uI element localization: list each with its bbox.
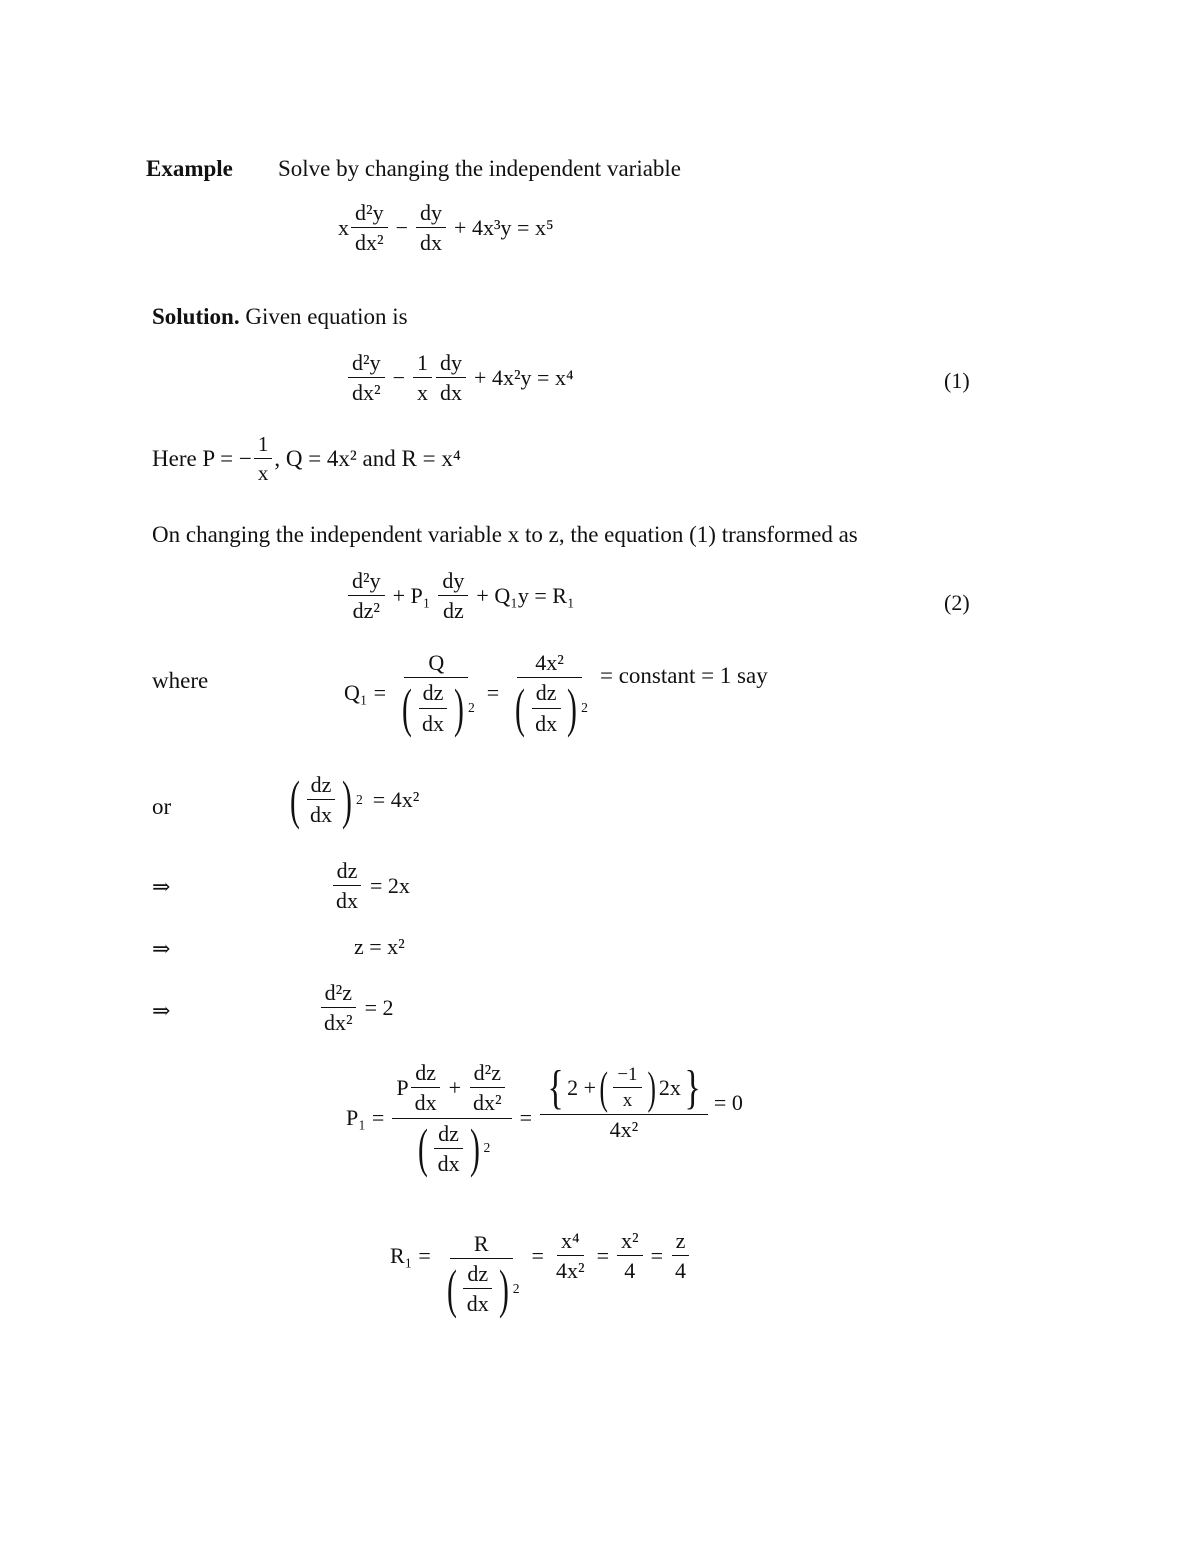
denominator: dx bbox=[421, 710, 444, 736]
denominator: 4x² bbox=[555, 1258, 585, 1284]
where-label: where bbox=[152, 668, 209, 693]
denominator: dx² bbox=[352, 380, 381, 406]
denominator: dx bbox=[466, 1291, 489, 1317]
numerator bbox=[392, 1060, 511, 1119]
fraction bbox=[436, 350, 466, 406]
minus-sign: − bbox=[395, 214, 409, 240]
denominator: dz bbox=[443, 598, 464, 624]
fraction bbox=[413, 350, 432, 406]
fraction bbox=[320, 980, 357, 1036]
denominator: ( $\frac{dz}{dx}$ ) 2 bbox=[402, 678, 475, 739]
numerator: dy bbox=[438, 568, 468, 596]
numerator: x⁴ bbox=[557, 1228, 584, 1256]
solution-line bbox=[152, 304, 408, 330]
q1-equation bbox=[344, 650, 768, 739]
numerator: d²y bbox=[348, 568, 385, 596]
denominator: dx² bbox=[324, 1010, 353, 1036]
or-label: or bbox=[152, 794, 172, 819]
numerator: { 2 + ( $\frac{-1}{x}$ ) 2x } bbox=[540, 1064, 708, 1116]
numerator: 1 bbox=[254, 432, 273, 459]
fraction bbox=[348, 350, 385, 406]
example-label: Example bbox=[146, 156, 233, 181]
numerator: 4x² bbox=[517, 650, 582, 678]
numerator: dz bbox=[434, 1121, 463, 1149]
numerator: dz bbox=[463, 1261, 492, 1289]
fraction bbox=[351, 200, 388, 256]
denominator: dx bbox=[440, 380, 463, 406]
here-pre: Here P = − bbox=[152, 445, 252, 471]
denominator: x bbox=[257, 461, 269, 486]
denominator: dx bbox=[414, 1090, 437, 1116]
equals-sign: = bbox=[486, 679, 500, 705]
fraction bbox=[392, 1060, 511, 1179]
equals-sign: = bbox=[373, 679, 386, 705]
denominator: x bbox=[622, 1090, 633, 1112]
p1-lhs: P₁ bbox=[346, 1105, 366, 1131]
fraction bbox=[438, 568, 468, 624]
fraction bbox=[254, 432, 273, 485]
denominator: x bbox=[417, 380, 429, 406]
fraction bbox=[671, 1228, 690, 1284]
q1-lhs: Q₁ bbox=[344, 679, 368, 705]
solution-text: Given equation is bbox=[245, 304, 408, 329]
equals-sign: = bbox=[519, 1105, 533, 1131]
numerator: dz bbox=[532, 680, 561, 708]
numerator: dy bbox=[436, 350, 466, 378]
numerator: d²z bbox=[321, 980, 356, 1008]
fraction bbox=[617, 1228, 643, 1284]
p1-term: + P₁ bbox=[392, 582, 431, 608]
r1-equation bbox=[390, 1228, 692, 1320]
here-line bbox=[152, 432, 461, 485]
implies-arrow: ⇒ bbox=[152, 874, 171, 899]
denominator: dx bbox=[437, 1150, 460, 1176]
numerator: R bbox=[450, 1231, 513, 1259]
numerator: d²z bbox=[470, 1060, 505, 1088]
numerator: dz bbox=[419, 680, 448, 708]
fraction bbox=[552, 1228, 589, 1284]
equation-rest: = 2 bbox=[364, 994, 394, 1020]
example-equation bbox=[338, 200, 554, 256]
equals-sign: = bbox=[418, 1242, 431, 1268]
denominator: dx² bbox=[473, 1090, 502, 1116]
equals-sign: = bbox=[596, 1242, 609, 1268]
equation-rest: = constant = 1 say bbox=[599, 662, 768, 688]
equals-sign: = bbox=[371, 1105, 385, 1131]
denominator: ( $\frac{dz}{dx}$ ) 2 bbox=[417, 1118, 491, 1179]
denominator: dx bbox=[420, 230, 443, 256]
denominator: 4 bbox=[675, 1258, 687, 1284]
fraction bbox=[394, 650, 479, 739]
two-x: 2x bbox=[658, 1075, 681, 1101]
numerator: x² bbox=[617, 1228, 643, 1256]
fraction bbox=[416, 200, 446, 256]
denominator: dx bbox=[336, 888, 358, 914]
fraction bbox=[540, 1060, 708, 1143]
p1-equation bbox=[346, 1060, 743, 1179]
numerator: dz bbox=[333, 858, 362, 886]
two-plus: 2 + bbox=[567, 1075, 596, 1101]
equation-2 bbox=[346, 568, 575, 624]
numerator: dz bbox=[411, 1060, 440, 1088]
step2-equation: z = x² bbox=[354, 934, 405, 959]
numerator: z bbox=[672, 1228, 690, 1256]
equals-sign: = bbox=[650, 1242, 664, 1268]
here-post: , Q = 4x² and R = x⁴ bbox=[274, 445, 461, 471]
implies-arrow: ⇒ bbox=[152, 998, 171, 1023]
numerator: 1 bbox=[413, 350, 432, 378]
example-text: Solve by changing the independent variable bbox=[278, 156, 682, 181]
denominator: 4 bbox=[624, 1258, 636, 1284]
step3-equation bbox=[318, 980, 394, 1036]
denominator: dx² bbox=[355, 230, 384, 256]
numerator: dy bbox=[416, 200, 446, 228]
equation-rest: = 4x² bbox=[372, 786, 420, 812]
r1-lhs: R₁ bbox=[390, 1242, 413, 1268]
denominator: 4x² bbox=[609, 1117, 639, 1143]
denominator: dx bbox=[535, 710, 558, 736]
numerator: Q bbox=[404, 650, 468, 678]
implies-arrow: ⇒ bbox=[152, 936, 171, 961]
plus-sign: + bbox=[448, 1075, 461, 1101]
numerator: d²y bbox=[348, 350, 385, 378]
fraction bbox=[332, 858, 362, 914]
equation-1 bbox=[346, 350, 574, 406]
step1-equation bbox=[330, 858, 410, 914]
minus-sign: − bbox=[392, 364, 406, 390]
denominator: ( $\frac{dz}{dx}$ ) 2 bbox=[446, 1258, 520, 1319]
equation-rest: + Q₁y = R₁ bbox=[476, 582, 575, 608]
denominator: dx bbox=[309, 802, 332, 828]
numerator: dz bbox=[307, 772, 336, 800]
equals-sign: = bbox=[531, 1242, 544, 1268]
x-term: x bbox=[338, 214, 349, 240]
fraction bbox=[439, 1231, 524, 1317]
equation-rest: = 2x bbox=[370, 872, 410, 898]
fraction bbox=[348, 568, 385, 624]
equation-result: = 0 bbox=[713, 1090, 743, 1116]
fraction bbox=[507, 650, 592, 739]
p-term: P bbox=[396, 1075, 409, 1101]
denominator: dz² bbox=[352, 598, 380, 624]
numerator: d²y bbox=[351, 200, 388, 228]
equation-tag-2: (2) bbox=[944, 590, 970, 615]
denominator: ( $\frac{dz}{dx}$ ) 2 bbox=[515, 678, 588, 739]
equation-rest: + 4x³y = x⁵ bbox=[454, 214, 554, 240]
solution-label: Solution. bbox=[152, 304, 240, 329]
or-equation: ( $\frac{dz}{dx}$ ) 2 = 4x² bbox=[290, 769, 420, 830]
equation-tag-1: (1) bbox=[944, 368, 970, 393]
equation-rest: + 4x²y = x⁴ bbox=[474, 364, 574, 390]
transform-text: On changing the independent variable x to z, the equation (1) transformed as bbox=[152, 522, 858, 547]
numerator: −1 bbox=[613, 1064, 641, 1089]
